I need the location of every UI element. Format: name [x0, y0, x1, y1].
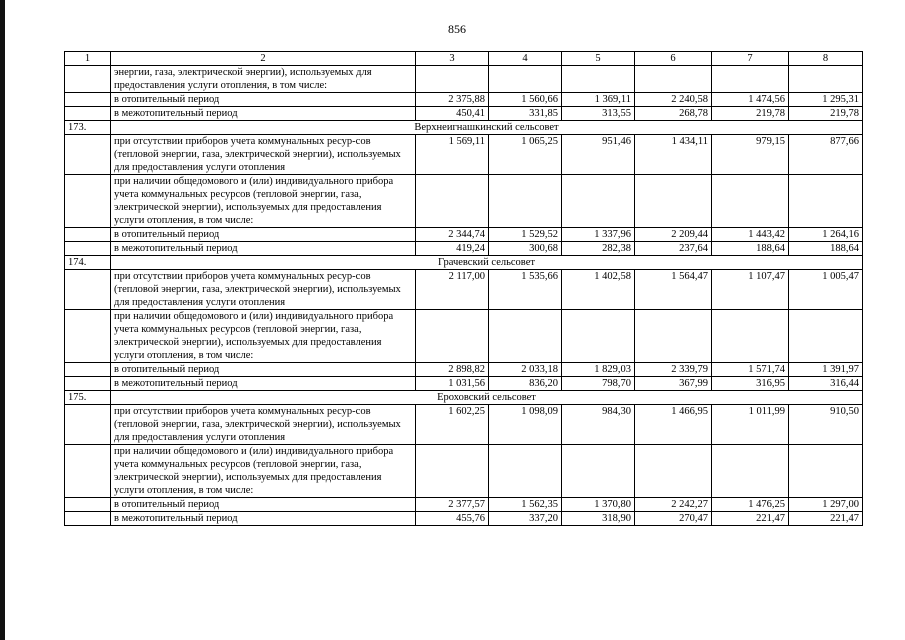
value-cell: 1 011,99: [712, 405, 789, 445]
row-number-cell: [65, 377, 111, 391]
value-cell: 951,46: [562, 135, 635, 175]
row-number-cell: [65, 175, 111, 228]
value-cell: 316,44: [789, 377, 863, 391]
value-cell: 2 375,88: [416, 93, 489, 107]
row-number-cell: [65, 242, 111, 256]
value-cell: [635, 310, 712, 363]
value-cell: [416, 66, 489, 93]
table-row: [65, 377, 863, 391]
row-label: в межотопительный период: [111, 242, 416, 256]
value-cell: [416, 175, 489, 228]
section-title: Грачевский сельсовет: [111, 256, 863, 270]
value-cell: 318,90: [562, 512, 635, 526]
value-cell: [789, 66, 863, 93]
value-cell: 877,66: [789, 135, 863, 175]
value-cell: 798,70: [562, 377, 635, 391]
value-cell: 221,47: [712, 512, 789, 526]
value-cell: 316,95: [712, 377, 789, 391]
value-cell: [712, 445, 789, 498]
value-cell: 237,64: [635, 242, 712, 256]
value-cell: 2 344,74: [416, 228, 489, 242]
row-label: энергии, газа, электрической энергии), используемых для предоставления услуги отопления, в том числе:: [111, 66, 416, 93]
value-cell: [635, 66, 712, 93]
value-cell: 1 466,95: [635, 405, 712, 445]
value-cell: [489, 310, 562, 363]
value-cell: [562, 66, 635, 93]
scan-edge-bar: [0, 0, 5, 640]
section-title: Ероховский сельсовет: [111, 391, 863, 405]
value-cell: 367,99: [635, 377, 712, 391]
value-cell: 1 443,42: [712, 228, 789, 242]
row-label: в отопительный период: [111, 228, 416, 242]
col-header: 6: [635, 52, 712, 66]
value-cell: [489, 445, 562, 498]
value-cell: [489, 66, 562, 93]
row-label: при наличии общедомового и (или) индивидуального прибора учета коммунальных ресурсов (тепловой энергии, газа, электрической энергии), используемых для предоставления услуги отопления, в том числе:: [111, 175, 416, 228]
row-number-cell: [65, 93, 111, 107]
value-cell: 1 529,52: [489, 228, 562, 242]
page-number: 856: [448, 22, 466, 36]
value-cell: 337,20: [489, 512, 562, 526]
section-title: Верхнеигнашкинский сельсовет: [111, 121, 863, 135]
col-header: 2: [111, 52, 416, 66]
value-cell: [635, 175, 712, 228]
value-cell: 2 240,58: [635, 93, 712, 107]
section-row: [65, 391, 863, 405]
value-cell: 1 562,35: [489, 498, 562, 512]
value-cell: 268,78: [635, 107, 712, 121]
row-number-cell: [65, 270, 111, 310]
table-subheading-row: [65, 175, 863, 228]
value-cell: 2 033,18: [489, 363, 562, 377]
value-cell: 1 571,74: [712, 363, 789, 377]
row-label: при отсутствии приборов учета коммунальных ресур-сов (тепловой энергии, газа, электрической энергии), используемых для предоставления услуги отопления: [111, 405, 416, 445]
row-label: при отсутствии приборов учета коммунальных ресур-сов (тепловой энергии, газа, электрической энергии), используемых для предоставления услуги отопления: [111, 270, 416, 310]
row-label: в межотопительный период: [111, 377, 416, 391]
col-header: 3: [416, 52, 489, 66]
row-label: при наличии общедомового и (или) индивидуального прибора учета коммунальных ресурсов (тепловой энергии, газа, электрической энергии), используемых для предоставления услуги отопления, в том числе:: [111, 310, 416, 363]
row-number-cell: [65, 363, 111, 377]
col-header: 7: [712, 52, 789, 66]
value-cell: 188,64: [789, 242, 863, 256]
table-subheading-row: [65, 445, 863, 498]
value-cell: 2 898,82: [416, 363, 489, 377]
value-cell: [562, 310, 635, 363]
table-row: [65, 107, 863, 121]
value-cell: 1 569,11: [416, 135, 489, 175]
value-cell: 455,76: [416, 512, 489, 526]
value-cell: 1 370,80: [562, 498, 635, 512]
value-cell: 2 339,79: [635, 363, 712, 377]
table-row: [65, 270, 863, 310]
value-cell: [789, 445, 863, 498]
table-row: [65, 228, 863, 242]
value-cell: 450,41: [416, 107, 489, 121]
value-cell: 836,20: [489, 377, 562, 391]
row-label: в межотопительный период: [111, 107, 416, 121]
value-cell: [416, 445, 489, 498]
value-cell: [712, 66, 789, 93]
value-cell: 1 474,56: [712, 93, 789, 107]
value-cell: 1 560,66: [489, 93, 562, 107]
value-cell: [489, 175, 562, 228]
value-cell: [789, 175, 863, 228]
value-cell: [712, 175, 789, 228]
value-cell: [712, 310, 789, 363]
section-number: 174.: [65, 256, 111, 270]
value-cell: 1 535,66: [489, 270, 562, 310]
section-number: 175.: [65, 391, 111, 405]
section-row: [65, 121, 863, 135]
row-label: в отопительный период: [111, 93, 416, 107]
value-cell: [635, 445, 712, 498]
value-cell: 1 476,25: [712, 498, 789, 512]
value-cell: 219,78: [789, 107, 863, 121]
column-number-row: [65, 52, 863, 66]
value-cell: 331,85: [489, 107, 562, 121]
row-number-cell: [65, 498, 111, 512]
table-subheading-row: [65, 310, 863, 363]
value-cell: 1 098,09: [489, 405, 562, 445]
table-row: [65, 135, 863, 175]
table-row: [65, 498, 863, 512]
value-cell: 188,64: [712, 242, 789, 256]
value-cell: 2 209,44: [635, 228, 712, 242]
row-number-cell: [65, 228, 111, 242]
row-number-cell: [65, 512, 111, 526]
value-cell: 1 564,47: [635, 270, 712, 310]
table-subheading-row: [65, 66, 863, 93]
row-number-cell: [65, 66, 111, 93]
value-cell: 1 391,97: [789, 363, 863, 377]
row-number-cell: [65, 107, 111, 121]
row-label: в отопительный период: [111, 498, 416, 512]
row-number-cell: [65, 405, 111, 445]
value-cell: [562, 445, 635, 498]
value-cell: 282,38: [562, 242, 635, 256]
value-cell: 419,24: [416, 242, 489, 256]
value-cell: 979,15: [712, 135, 789, 175]
value-cell: [416, 310, 489, 363]
value-cell: 1 031,56: [416, 377, 489, 391]
table-row: [65, 93, 863, 107]
value-cell: 1 264,16: [789, 228, 863, 242]
value-cell: 300,68: [489, 242, 562, 256]
section-row: [65, 256, 863, 270]
table-row: [65, 405, 863, 445]
col-header: 5: [562, 52, 635, 66]
value-cell: 910,50: [789, 405, 863, 445]
value-cell: 984,30: [562, 405, 635, 445]
value-cell: [789, 310, 863, 363]
value-cell: 1 829,03: [562, 363, 635, 377]
value-cell: 1 295,31: [789, 93, 863, 107]
value-cell: 1 005,47: [789, 270, 863, 310]
row-number-cell: [65, 135, 111, 175]
row-label: при отсутствии приборов учета коммунальных ресур-сов (тепловой энергии, газа, электрической энергии), используемых для предоставления услуги отопления: [111, 135, 416, 175]
value-cell: [562, 175, 635, 228]
value-cell: 1 402,58: [562, 270, 635, 310]
tariff-table: [64, 51, 863, 526]
value-cell: 313,55: [562, 107, 635, 121]
value-cell: 2 242,27: [635, 498, 712, 512]
value-cell: 1 602,25: [416, 405, 489, 445]
table-row: [65, 512, 863, 526]
col-header: 8: [789, 52, 863, 66]
section-number: 173.: [65, 121, 111, 135]
table-row: [65, 363, 863, 377]
table-row: [65, 242, 863, 256]
value-cell: 2 377,57: [416, 498, 489, 512]
row-label: в межотопительный период: [111, 512, 416, 526]
value-cell: 221,47: [789, 512, 863, 526]
value-cell: 1 337,96: [562, 228, 635, 242]
col-header: 4: [489, 52, 562, 66]
value-cell: 219,78: [712, 107, 789, 121]
row-number-cell: [65, 445, 111, 498]
value-cell: 1 369,11: [562, 93, 635, 107]
value-cell: 2 117,00: [416, 270, 489, 310]
value-cell: 1 107,47: [712, 270, 789, 310]
row-label: при наличии общедомового и (или) индивидуального прибора учета коммунальных ресурсов (тепловой энергии, газа, электрической энергии), используемых для предоставления услуги отопления, в том числе:: [111, 445, 416, 498]
col-header: 1: [65, 52, 111, 66]
value-cell: 1 065,25: [489, 135, 562, 175]
row-label: в отопительный период: [111, 363, 416, 377]
row-number-cell: [65, 310, 111, 363]
value-cell: 1 297,00: [789, 498, 863, 512]
value-cell: 270,47: [635, 512, 712, 526]
value-cell: 1 434,11: [635, 135, 712, 175]
